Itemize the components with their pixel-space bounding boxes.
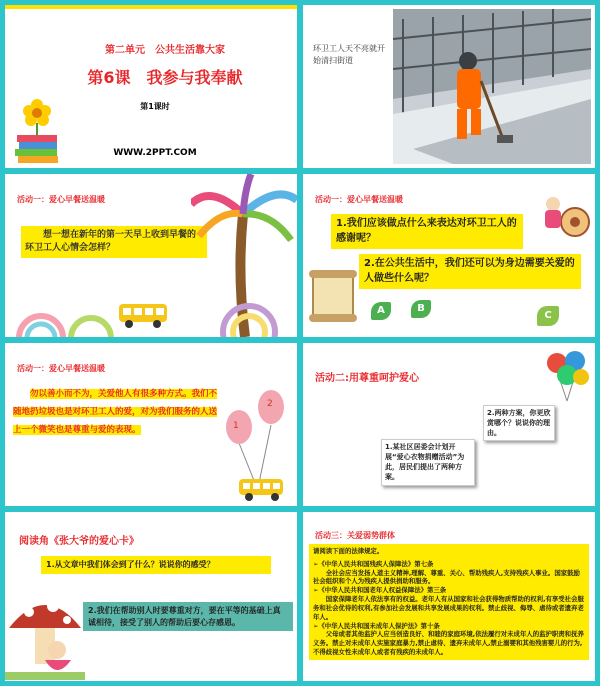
law-box [309,544,589,660]
slide-1-title[interactable] [5,5,297,168]
leaf-c: C [537,306,559,326]
note-1: 1.某社区居委会计划开展“爱心衣物捐赠活动”为此，居民们提出了两种方案。 [381,439,475,486]
law-intro: 请阅读下面的法律规定。 [313,547,384,555]
law-2-title: ➢《中华人民共和国老年人权益保障法》第三条 [313,586,447,595]
activity-3-label: 活动三：关爱弱势群体 [315,531,395,540]
balloon-label-1: 1 [233,421,239,431]
question-1-box: 1.我们应该做点什么来表达对环卫工人的感谢呢？ [331,214,523,249]
books-flower-icon [9,97,65,167]
slide-4-activity1-questions[interactable] [303,174,595,337]
scroll-icon [307,266,359,324]
slide-2-photo[interactable] [303,5,595,168]
law-2-text: 国家保障老年人依法享有的权益。老年人有从国家和社会获得物质帮助的权利,有享受社会服务和社会优待的权利,有参加社会发展和共享发展成果的权利。禁止歧视、侮辱、虐待或者遗弃老年人。 [313,595,584,621]
question-2-box: 2.在公共生活中，我们还可以为身边需要关爱的人做些什么呢？ [359,254,581,289]
unit-title: 第二单元 公共生活靠大家 [105,45,225,56]
law-3-title: ➢《中华人民共和国未成年人保护法》第十条 [313,621,440,630]
reading-title: 阅读角《张大爷的爱心卡》 [19,536,139,547]
activity-2-title: 活动二:用尊重呵护爱心 [315,373,419,384]
law-1-text: 全社会应当发扬人道主义精神,理解、尊重、关心、帮助残疾人,支持残疾人事业。国家鼓励社会组织和个人为残疾人提供捐助和服务。 [313,568,580,586]
slide-6-activity2[interactable] [303,343,595,506]
street-cleaner-photo [393,9,591,164]
law-3-text: 父母或者其他监护人应当创造良好、和睦的家庭环境,依法履行对未成年人的监护职责和抚养义务。禁止对未成年人实施家庭暴力,禁止虐待、遗弃未成年人,禁止溺婴和其他残害婴儿的行为,不得歧视女性未成年人或者有残疾的未成年人。 [313,630,584,657]
reading-question-1: 1.从文章中我们体会到了什么？说说你的感受？ [41,556,271,574]
photo-caption: 环卫工人天不亮就开始清扫街道 [313,44,385,65]
decor-rings [217,292,281,337]
rainbow-arcs [15,298,119,337]
lesson-title: 第6课 我参与我奉献 [87,68,243,87]
activity-label: 活动一：爱心早餐送温暖 [17,364,105,373]
conclusion-text [13,385,225,439]
slide-8-activity3[interactable] [303,512,595,681]
law-1-title: ➢《中华人民共和国残疾人保障法》第七条 [313,559,434,568]
website-label: WWW.2PPT.COM [113,148,197,158]
leaf-a: A [371,302,391,320]
slide-7-reading-corner[interactable] [5,512,297,681]
activity-label: 活动一：爱心早餐送温暖 [17,195,105,204]
note-2: 2.两种方案，你更欣赏哪个？说说你的理由。 [483,405,555,441]
mushroom-girl-icon [5,588,85,680]
leaf-b: B [411,300,431,318]
balloons-icon [543,347,591,403]
balloons-bus-icon [225,383,289,503]
bus-icon [117,300,169,330]
period-label: 第1课时 [140,102,170,111]
top-strip [5,5,297,9]
slide-3-activity1[interactable] [5,174,297,337]
reading-answer-2: 2.我们在帮助别人时要尊重对方，要在平等的基础上真诚相待，接受了别人的帮助后要心存感恩。 [83,602,293,631]
activity-label: 活动一：爱心早餐送温暖 [315,195,403,204]
slide-5-activity1-conclusion[interactable] [5,343,297,506]
question-box: 想一想在新年的第一天早上收到早餐的环卫工人心情会怎样？ [21,226,207,258]
balloon-label-2: 2 [267,399,273,409]
reading-kid-icon [535,192,591,242]
conclusion-highlight: 勿以善小而不为，关爱他人有很多种方式。我们不随地扔垃圾也是对环卫工人的爱，对为我们服务的人送上一个微笑也是尊重与爱的表现。 [13,389,218,435]
